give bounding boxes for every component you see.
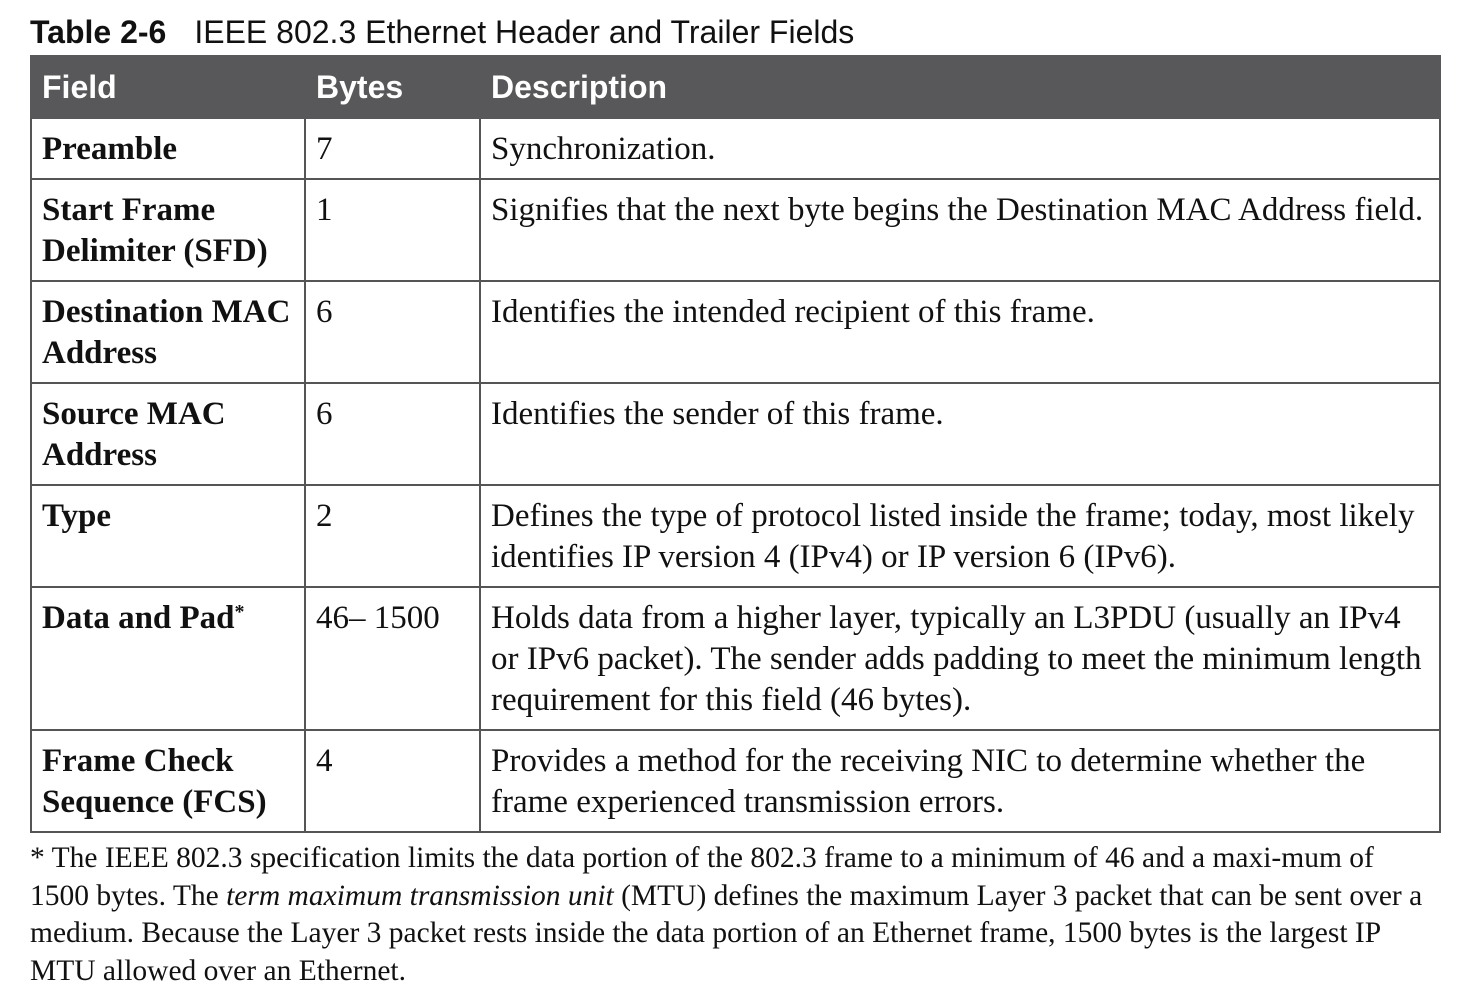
bytes-cell: 1 — [305, 179, 480, 281]
table-title: IEEE 802.3 Ethernet Header and Trailer Fields — [194, 14, 855, 50]
bytes-cell: 2 — [305, 485, 480, 587]
bytes-cell: 4 — [305, 730, 480, 832]
table-footnote — [30, 840, 1430, 990]
field-cell: Type — [31, 485, 305, 587]
footnote-italic-term: term maximum transmission unit — [226, 879, 614, 912]
table-caption — [30, 12, 854, 52]
table-row — [31, 587, 1440, 730]
table-row — [31, 281, 1440, 383]
description-cell: Signifies that the next byte begins the Destination MAC Address field. — [480, 179, 1440, 281]
field-cell — [31, 587, 305, 730]
footnote-marker: * — [234, 601, 245, 623]
description-cell: Provides a method for the receiving NIC to determine whether the frame experienced transmission errors. — [480, 730, 1440, 832]
description-cell: Synchronization. — [480, 118, 1440, 179]
table-row — [31, 383, 1440, 485]
field-cell: Frame Check Sequence (FCS) — [31, 730, 305, 832]
bytes-cell: 6 — [305, 383, 480, 485]
table-row — [31, 485, 1440, 587]
field-cell: Start Frame Delimiter (SFD) — [31, 179, 305, 281]
description-cell: Identifies the sender of this frame. — [480, 383, 1440, 485]
ethernet-fields-table — [30, 55, 1441, 833]
footnote-text-1: * The IEEE 802.3 specification limits the data portion of the 802.3 frame to a minimum of 46 and a maxi-mum of 1500 bytes. The — [30, 842, 1374, 912]
table-row — [31, 179, 1440, 281]
bytes-cell: 7 — [305, 118, 480, 179]
description-cell: Defines the type of protocol listed inside the frame; today, most likely identifies IP version 4 (IPv4) or IP version 6 (IPv6). — [480, 485, 1440, 587]
column-header-field: Field — [31, 56, 305, 118]
bytes-cell: 6 — [305, 281, 480, 383]
table-row — [31, 118, 1440, 179]
field-cell: Destination MAC Address — [31, 281, 305, 383]
description-cell: Identifies the intended recipient of this frame. — [480, 281, 1440, 383]
bytes-cell: 46– 1500 — [305, 587, 480, 730]
column-header-bytes: Bytes — [305, 56, 480, 118]
table-row — [31, 730, 1440, 832]
description-cell: Holds data from a higher layer, typically an L3PDU (usually an IPv4 or IPv6 packet). The sender adds padding to meet the minimum length requirement for this field (46 bytes). — [480, 587, 1440, 730]
table-header-row — [31, 56, 1440, 118]
field-cell: Source MAC Address — [31, 383, 305, 485]
field-cell: Preamble — [31, 118, 305, 179]
footnote-text-2: (MTU) defines the maximum Layer 3 packet that can be sent over a medium. Because the Layer 3 packet rests inside the data portion of an Ethernet frame, 1500 bytes is the largest IP MTU allowed over an Ethernet. — [30, 879, 1423, 987]
column-header-description: Description — [480, 56, 1440, 118]
field-text: Data and Pad — [42, 600, 235, 636]
table-number: Table 2-6 — [30, 14, 167, 50]
